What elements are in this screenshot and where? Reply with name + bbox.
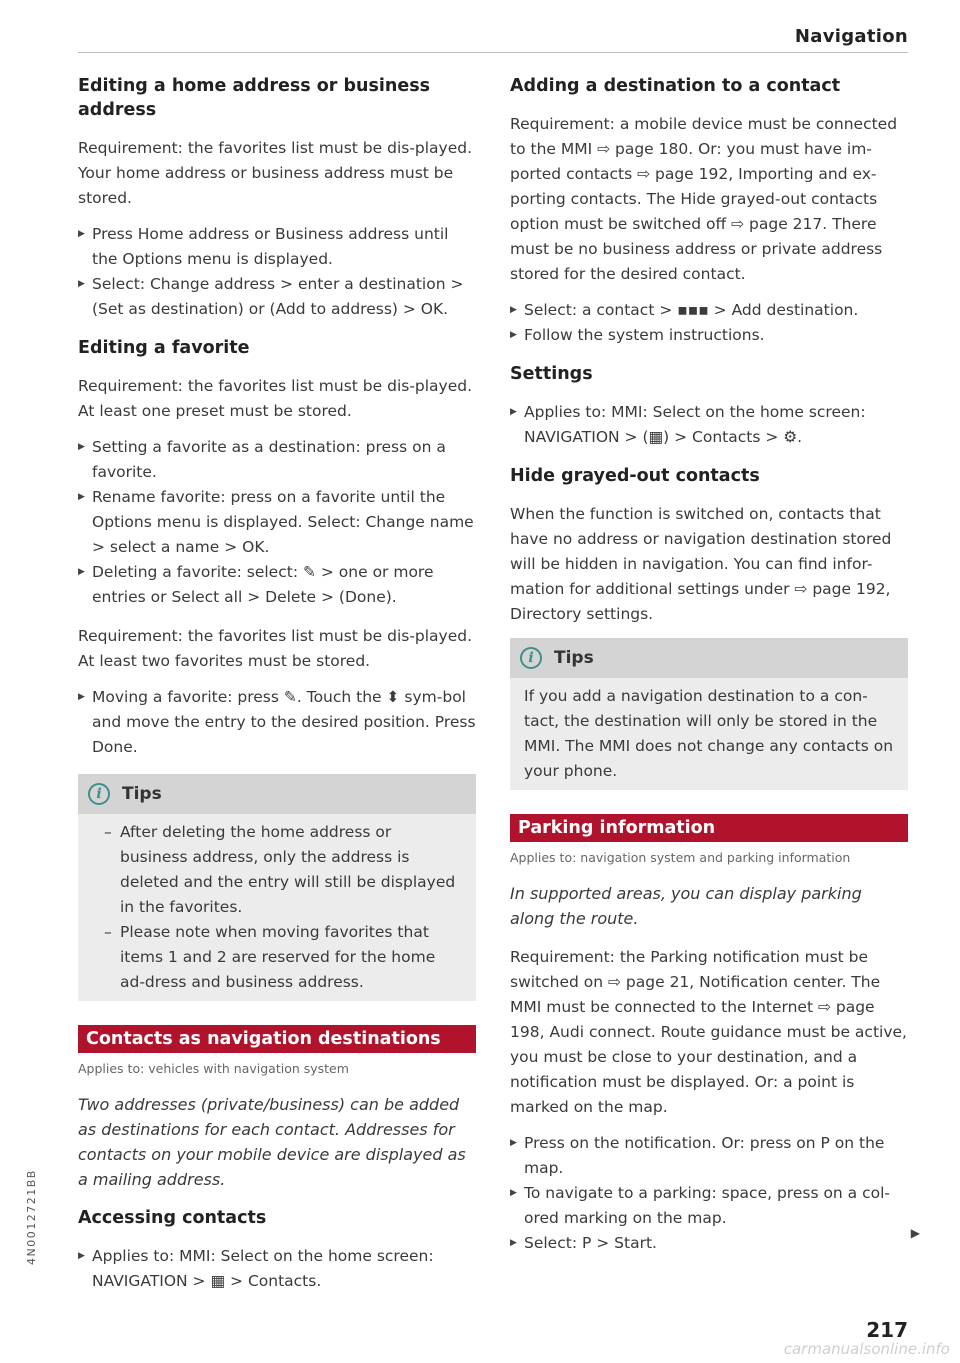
- info-icon: i: [520, 647, 542, 669]
- step-item: ▶ Deleting a favorite: select: ✎ > one or more entries or Select all > Delete > (Done).: [78, 560, 476, 610]
- section-title: Settings: [510, 364, 593, 384]
- tips-box: [510, 638, 908, 790]
- step-list: [78, 222, 476, 322]
- info-icon: i: [88, 783, 110, 805]
- page-number: 217: [866, 1318, 908, 1342]
- step-item: ▶ Select: P > Start.: [510, 1231, 908, 1256]
- section-banner: Contacts as navigation destinations: [78, 1025, 476, 1053]
- tips-title: Tips: [554, 648, 594, 668]
- section-title: Hide grayed-out contacts: [510, 466, 760, 486]
- right-column: [510, 74, 908, 1270]
- requirement-text: Requirement: the favorites list must be dis-played. At least two favorites must be stored.: [78, 627, 473, 670]
- step-item: ▶ Moving a favorite: press ✎. Touch the ⬍ sym-bol and move the entry to the desired position. Press Done.: [78, 685, 476, 760]
- tips-title: Tips: [122, 784, 162, 804]
- tips-body: [78, 814, 476, 1001]
- page-header: [78, 26, 908, 53]
- watermark: carmanualsonline.info: [783, 1340, 950, 1358]
- subsection-title: Accessing contacts: [78, 1208, 267, 1228]
- step-list: [78, 685, 476, 760]
- step-item: ▶ Press on the notification. Or: press on P on the map.: [510, 1131, 908, 1181]
- step-item: ▶ Select: Change address > enter a destination > (Set as destination) or (Add to address) > OK.: [78, 272, 476, 322]
- step-item: ▶ Applies to: MMI: Select on the home screen: NAVIGATION > ▦ > Contacts.: [78, 1244, 476, 1294]
- applies-to-text: Applies to: vehicles with navigation system: [78, 1061, 349, 1076]
- step-list: [510, 298, 908, 348]
- tips-header: [78, 774, 476, 814]
- step-list: [78, 1244, 476, 1294]
- section-title: Adding a destination to a contact: [510, 76, 841, 96]
- intro-text: In supported areas, you can display parking along the route.: [510, 884, 862, 928]
- requirement-text: Requirement: the favorites list must be dis-played. Your home address or business address must be stored.: [78, 139, 473, 207]
- section-title: Editing a home address or business address: [78, 76, 431, 120]
- section-title: Editing a favorite: [78, 338, 250, 358]
- requirement-text: Requirement: the Parking notification must be switched on ⇨ page 21, Notification center. The MMI must be connected to the Internet ⇨ page 198, Audi connect. Route guidance must be active, you must be close to your destination, and a notification must be displayed. Or: a point is marked on the map.: [510, 948, 907, 1116]
- step-item: ▶ To navigate to a parking: space, press on a col-ored marking on the map.: [510, 1181, 908, 1231]
- tips-body: [510, 678, 908, 790]
- tips-box: [78, 774, 476, 1001]
- applies-to-text: Applies to: navigation system and parking information: [510, 850, 851, 865]
- body-text: When the function is switched on, contacts that have no address or navigation destination stored will be hidden in navigation. You can find infor-mation for additional settings under ⇨ page 192, Directory settings.: [510, 505, 892, 623]
- step-list: [78, 435, 476, 610]
- header-title: Navigation: [794, 26, 908, 47]
- step-item: ▶ Rename favorite: press on a favorite until the Options menu is displayed. Select: Change name > select a name > OK.: [78, 485, 476, 560]
- tips-header: [510, 638, 908, 678]
- step-item: ▶ Select: a contact > ▪▪▪ > Add destination.: [510, 298, 908, 323]
- requirement-text: Requirement: a mobile device must be connected to the MMI ⇨ page 180. Or: you must have im-ported contacts ⇨ page 192, Importing and ex-porting contacts. The Hide grayed-out contacts option must be switched off ⇨ page 217. There must be no business address or private address stored for the desired contact.: [510, 115, 898, 283]
- step-item: ▶ Follow the system instructions.: [510, 323, 908, 348]
- step-item: ▶ Setting a favorite as a destination: press on a favorite.: [78, 435, 476, 485]
- step-item: ▶ Press Home address or Business address until the Options menu is displayed.: [78, 222, 476, 272]
- intro-text: Two addresses (private/business) can be added as destinations for each contact. Addresses for contacts on your mobile device are displayed as a mailing address.: [78, 1095, 466, 1189]
- continue-arrow-icon: ▶: [910, 1226, 920, 1240]
- tips-item: – Please note when moving favorites that items 1 and 2 are reserved for the home ad-dress and business address.: [92, 920, 462, 995]
- step-list: [510, 400, 908, 450]
- left-column: [78, 74, 476, 1308]
- step-item: ▶ Applies to: MMI: Select on the home screen: NAVIGATION > (▦) > Contacts > ⚙.: [510, 400, 908, 450]
- section-banner: Parking information: [510, 814, 908, 842]
- tips-item: – After deleting the home address or business address, only the address is deleted and the entry will still be displayed in the favorites.: [92, 820, 462, 920]
- document-code: 4N0012721BB: [25, 1169, 38, 1265]
- tips-list: [92, 820, 462, 995]
- step-list: [510, 1131, 908, 1256]
- requirement-text: Requirement: the favorites list must be dis-played. At least one preset must be stored.: [78, 377, 473, 420]
- tips-text: If you add a navigation destination to a con-tact, the destination will only be stored in the MMI. The MMI does not change any contacts on your phone.: [524, 687, 894, 780]
